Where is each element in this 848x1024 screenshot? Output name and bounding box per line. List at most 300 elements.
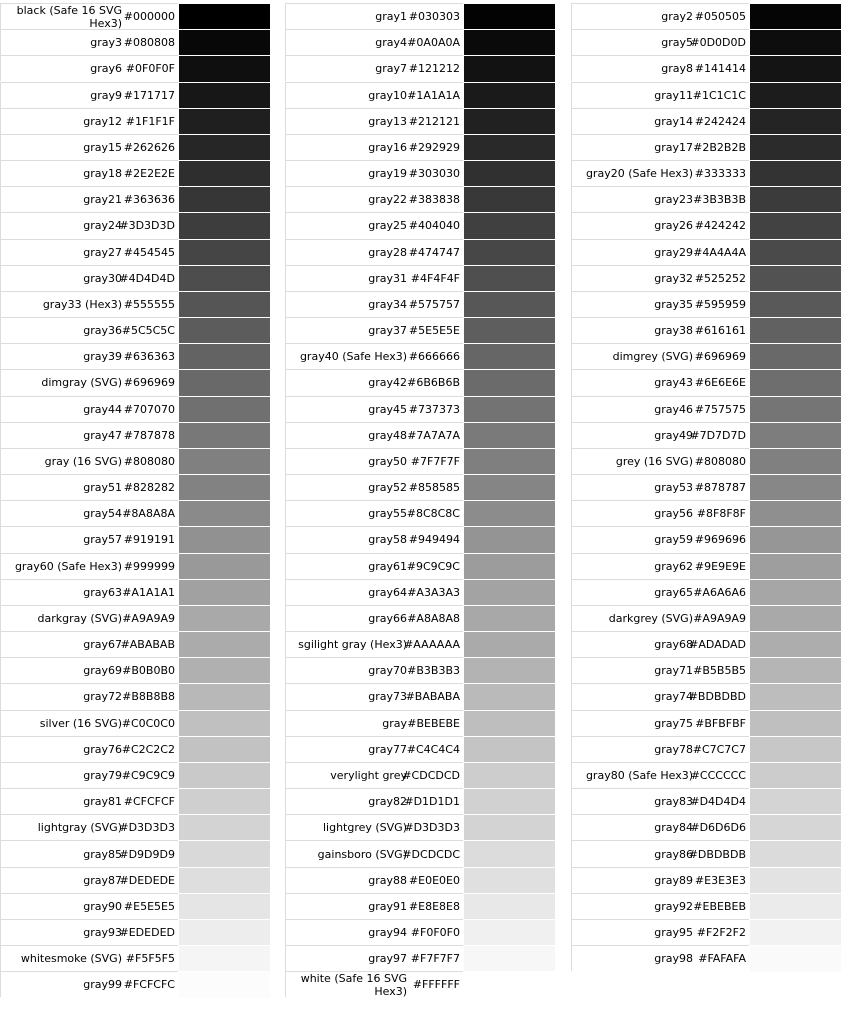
color-hex: #D1D1D1 (407, 788, 463, 814)
color-name: gray47 (0, 422, 122, 448)
color-hex: #7D7D7D (693, 422, 749, 448)
color-name: gray53 (571, 474, 693, 500)
color-hex: #6E6E6E (693, 369, 749, 395)
color-swatch (749, 526, 841, 553)
color-hex: #757575 (693, 396, 749, 422)
color-swatch (463, 448, 555, 475)
color-hex: #CCCCCC (693, 762, 749, 788)
color-hex: #A9A9A9 (122, 605, 178, 631)
color-name: gray (16 SVG) (0, 448, 122, 474)
color-swatch (749, 683, 841, 710)
color-swatch (178, 683, 270, 710)
color-name: darkgrey (SVG) (571, 605, 693, 631)
color-hex: #FCFCFC (122, 971, 178, 997)
color-swatch (749, 317, 841, 344)
color-swatch (178, 422, 270, 449)
color-hex: #D9D9D9 (122, 840, 178, 866)
color-swatch (178, 657, 270, 684)
color-name: gray71 (571, 657, 693, 683)
color-swatch (178, 265, 270, 292)
color-name: gray4 (285, 29, 407, 55)
color-name: gray42 (285, 369, 407, 395)
color-name: dimgrey (SVG) (571, 343, 693, 369)
color-swatch (463, 631, 555, 658)
color-name: gray92 (571, 893, 693, 919)
color-swatch (463, 422, 555, 449)
color-name: gray25 (285, 212, 407, 238)
color-swatch (749, 867, 841, 894)
color-swatch (749, 553, 841, 580)
color-name: grey (16 SVG) (571, 448, 693, 474)
color-swatch (463, 762, 555, 789)
color-swatch (463, 867, 555, 894)
color-name: gray98 (571, 945, 693, 971)
color-hex: #454545 (122, 239, 178, 265)
color-name: sgilight gray (Hex3) (285, 631, 407, 657)
color-name: gray55 (285, 500, 407, 526)
color-swatch (463, 683, 555, 710)
color-name: verylight grey (285, 762, 407, 788)
color-name: gray52 (285, 474, 407, 500)
color-hex: #EBEBEB (693, 893, 749, 919)
color-swatch (749, 448, 841, 475)
color-swatch (178, 212, 270, 239)
color-hex: #A8A8A8 (407, 605, 463, 631)
color-name: gray32 (571, 265, 693, 291)
color-swatch (463, 108, 555, 135)
color-swatch (178, 631, 270, 658)
color-hex: #C2C2C2 (122, 736, 178, 762)
color-hex: #262626 (122, 134, 178, 160)
color-hex: #707070 (122, 396, 178, 422)
color-hex: #969696 (693, 526, 749, 552)
color-swatch (463, 553, 555, 580)
color-hex: #1A1A1A (407, 82, 463, 108)
color-name: gray81 (0, 788, 122, 814)
color-swatch (178, 736, 270, 763)
color-swatch (178, 55, 270, 82)
color-hex: #696969 (693, 343, 749, 369)
color-name: gray36 (0, 317, 122, 343)
color-swatch (178, 500, 270, 527)
color-name: gray56 (571, 500, 693, 526)
color-hex: #121212 (407, 55, 463, 81)
color-swatch (178, 579, 270, 606)
color-name: darkgray (SVG) (0, 605, 122, 631)
color-swatch (749, 396, 841, 423)
color-hex: #FAFAFA (693, 945, 749, 971)
color-swatch (749, 788, 841, 815)
color-hex: #C0C0C0 (122, 710, 178, 736)
color-swatch (178, 3, 270, 30)
color-swatch (178, 553, 270, 580)
color-swatch (463, 788, 555, 815)
color-name: gray44 (0, 396, 122, 422)
color-hex: #050505 (693, 3, 749, 29)
color-name: gray14 (571, 108, 693, 134)
color-name: gray22 (285, 186, 407, 212)
color-hex: #CFCFCF (122, 788, 178, 814)
color-name: gray34 (285, 291, 407, 317)
color-swatch (178, 317, 270, 344)
color-hex: #424242 (693, 212, 749, 238)
color-hex: #636363 (122, 343, 178, 369)
color-name: gray88 (285, 867, 407, 893)
color-swatch (178, 526, 270, 553)
color-name: gray99 (0, 971, 122, 997)
color-name: gray91 (285, 893, 407, 919)
color-hex: #0D0D0D (693, 29, 749, 55)
color-hex: #D3D3D3 (122, 814, 178, 840)
color-hex: #FFFFFF (407, 971, 463, 997)
color-hex: #E0E0E0 (407, 867, 463, 893)
color-swatch (178, 396, 270, 423)
color-hex: #AAAAAA (407, 631, 463, 657)
color-name: gray74 (571, 683, 693, 709)
color-name: gray69 (0, 657, 122, 683)
color-name: gray40 (Safe Hex3) (285, 343, 407, 369)
color-name: gray15 (0, 134, 122, 160)
color-name: gray61 (285, 553, 407, 579)
color-name: gray13 (285, 108, 407, 134)
color-hex: #E8E8E8 (407, 893, 463, 919)
color-name: gray20 (Safe Hex3) (571, 160, 693, 186)
color-name: gray70 (285, 657, 407, 683)
color-name: silver (16 SVG) (0, 710, 122, 736)
color-hex: #DCDCDC (407, 840, 463, 866)
color-swatch (463, 3, 555, 30)
color-hex: #575757 (407, 291, 463, 317)
color-hex: #030303 (407, 3, 463, 29)
color-name: gray43 (571, 369, 693, 395)
color-hex: #8F8F8F (693, 500, 749, 526)
color-swatch (178, 82, 270, 109)
color-swatch (749, 474, 841, 501)
color-hex: #7F7F7F (407, 448, 463, 474)
color-name: gray35 (571, 291, 693, 317)
color-hex: #4A4A4A (693, 239, 749, 265)
color-name: gray38 (571, 317, 693, 343)
color-hex: #6B6B6B (407, 369, 463, 395)
color-swatch (749, 814, 841, 841)
color-hex: #595959 (693, 291, 749, 317)
color-hex: #3B3B3B (693, 186, 749, 212)
color-swatch (178, 448, 270, 475)
color-name: gray95 (571, 919, 693, 945)
color-name: gray62 (571, 553, 693, 579)
color-swatch (463, 265, 555, 292)
color-swatch (749, 919, 841, 946)
color-swatch (463, 579, 555, 606)
color-hex: #DEDEDE (122, 867, 178, 893)
color-swatch (178, 239, 270, 266)
color-swatch (178, 945, 270, 972)
color-name: gray48 (285, 422, 407, 448)
color-name: gray31 (285, 265, 407, 291)
color-hex: #A9A9A9 (693, 605, 749, 631)
color-name: gray59 (571, 526, 693, 552)
color-swatch (463, 134, 555, 161)
color-hex: #3D3D3D (122, 212, 178, 238)
color-swatch (463, 657, 555, 684)
color-swatch (463, 840, 555, 867)
color-name: gray19 (285, 160, 407, 186)
color-hex: #141414 (693, 55, 749, 81)
color-name: gray49 (571, 422, 693, 448)
color-name: gray46 (571, 396, 693, 422)
color-swatch (749, 291, 841, 318)
color-name: gray86 (571, 840, 693, 866)
color-hex: #1F1F1F (122, 108, 178, 134)
color-hex: #737373 (407, 396, 463, 422)
color-name: gray80 (Safe Hex3) (571, 762, 693, 788)
color-swatch (178, 291, 270, 318)
color-swatch (463, 971, 555, 998)
color-hex: #C4C4C4 (407, 736, 463, 762)
color-name: gray3 (0, 29, 122, 55)
color-name: gray6 (0, 55, 122, 81)
color-name: gray39 (0, 343, 122, 369)
color-name: gray73 (285, 683, 407, 709)
color-swatch (178, 369, 270, 396)
color-hex: #242424 (693, 108, 749, 134)
color-name: white (Safe 16 SVG Hex3) (285, 971, 407, 997)
color-swatch (178, 605, 270, 632)
color-swatch (463, 317, 555, 344)
color-name: gray87 (0, 867, 122, 893)
color-hex: #B3B3B3 (407, 657, 463, 683)
color-swatch (178, 186, 270, 213)
color-hex: #B5B5B5 (693, 657, 749, 683)
color-name: gray51 (0, 474, 122, 500)
color-name: lightgray (SVG) (0, 814, 122, 840)
color-swatch (178, 710, 270, 737)
color-hex: #808080 (693, 448, 749, 474)
color-hex: #4F4F4F (407, 265, 463, 291)
color-hex: #F0F0F0 (407, 919, 463, 945)
color-hex: #858585 (407, 474, 463, 500)
color-swatch (749, 212, 841, 239)
color-hex: #949494 (407, 526, 463, 552)
color-name: gray12 (0, 108, 122, 134)
color-name: gray37 (285, 317, 407, 343)
color-name: gray93 (0, 919, 122, 945)
color-hex: #404040 (407, 212, 463, 238)
color-name: gray64 (285, 579, 407, 605)
color-name: gray17 (571, 134, 693, 160)
color-hex: #474747 (407, 239, 463, 265)
color-swatch (463, 291, 555, 318)
color-hex: #333333 (693, 160, 749, 186)
color-name: gray1 (285, 3, 407, 29)
color-hex: #7A7A7A (407, 422, 463, 448)
color-hex: #878787 (693, 474, 749, 500)
color-name: gray84 (571, 814, 693, 840)
color-name: gray18 (0, 160, 122, 186)
color-swatch (178, 867, 270, 894)
color-name: gray5 (571, 29, 693, 55)
color-hex: #A6A6A6 (693, 579, 749, 605)
color-hex: #BEBEBE (407, 710, 463, 736)
color-name: gray83 (571, 788, 693, 814)
color-hex: #080808 (122, 29, 178, 55)
color-name: gray10 (285, 82, 407, 108)
color-swatch (178, 788, 270, 815)
color-name: gray67 (0, 631, 122, 657)
color-hex: #828282 (122, 474, 178, 500)
color-swatch (463, 369, 555, 396)
color-swatch (178, 343, 270, 370)
color-swatch (463, 919, 555, 946)
color-name: gray79 (0, 762, 122, 788)
color-name: gray78 (571, 736, 693, 762)
color-swatch (463, 710, 555, 737)
color-name: gray23 (571, 186, 693, 212)
color-name: whitesmoke (SVG) (0, 945, 122, 971)
color-name: gray82 (285, 788, 407, 814)
color-swatch (463, 500, 555, 527)
color-hex: #DBDBDB (693, 840, 749, 866)
color-hex: #171717 (122, 82, 178, 108)
color-swatch (463, 29, 555, 56)
color-name: gray50 (285, 448, 407, 474)
color-hex: #C7C7C7 (693, 736, 749, 762)
color-hex: #292929 (407, 134, 463, 160)
color-hex: #616161 (693, 317, 749, 343)
color-hex: #5E5E5E (407, 317, 463, 343)
color-hex: #ABABAB (122, 631, 178, 657)
color-name: gray24 (0, 212, 122, 238)
color-hex: #525252 (693, 265, 749, 291)
color-hex: #BABABA (407, 683, 463, 709)
color-hex: #D3D3D3 (407, 814, 463, 840)
color-swatch (463, 736, 555, 763)
color-name: gainsboro (SVG) (285, 840, 407, 866)
color-swatch (463, 160, 555, 187)
color-swatch (749, 239, 841, 266)
color-hex: #8C8C8C (407, 500, 463, 526)
color-name: gray85 (0, 840, 122, 866)
color-swatch (463, 605, 555, 632)
color-hex: #F7F7F7 (407, 945, 463, 971)
color-name: gray2 (571, 3, 693, 29)
color-swatch (463, 212, 555, 239)
color-hex: #BFBFBF (693, 710, 749, 736)
color-hex: #A1A1A1 (122, 579, 178, 605)
color-name: gray94 (285, 919, 407, 945)
color-name: gray45 (285, 396, 407, 422)
color-name: gray72 (0, 683, 122, 709)
color-hex: #0A0A0A (407, 29, 463, 55)
color-hex: #E5E5E5 (122, 893, 178, 919)
color-hex: #5C5C5C (122, 317, 178, 343)
color-hex: #4D4D4D (122, 265, 178, 291)
color-swatch (178, 762, 270, 789)
color-hex: #E3E3E3 (693, 867, 749, 893)
color-hex: #808080 (122, 448, 178, 474)
color-name: gray26 (571, 212, 693, 238)
color-name: gray11 (571, 82, 693, 108)
color-hex: #0F0F0F (122, 55, 178, 81)
color-name: gray (285, 710, 407, 736)
color-swatch (749, 893, 841, 920)
color-swatch (463, 474, 555, 501)
color-hex: #F2F2F2 (693, 919, 749, 945)
color-swatch (749, 343, 841, 370)
color-swatch (463, 239, 555, 266)
color-swatch (749, 265, 841, 292)
color-name: gray57 (0, 526, 122, 552)
color-swatch (178, 814, 270, 841)
color-swatch (749, 657, 841, 684)
color-swatch (178, 893, 270, 920)
color-hex: #696969 (122, 369, 178, 395)
color-hex: #A3A3A3 (407, 579, 463, 605)
color-name: gray9 (0, 82, 122, 108)
color-swatch (749, 160, 841, 187)
color-name: gray97 (285, 945, 407, 971)
color-swatch (749, 108, 841, 135)
color-name: gray16 (285, 134, 407, 160)
color-swatch (749, 369, 841, 396)
color-name: gray90 (0, 893, 122, 919)
color-name: gray76 (0, 736, 122, 762)
color-hex: #999999 (122, 553, 178, 579)
color-name: gray30 (0, 265, 122, 291)
color-hex: #9E9E9E (693, 553, 749, 579)
color-name: gray58 (285, 526, 407, 552)
color-hex: #8A8A8A (122, 500, 178, 526)
color-swatch (749, 55, 841, 82)
color-swatch (463, 343, 555, 370)
color-swatch (749, 945, 841, 972)
color-name: gray54 (0, 500, 122, 526)
color-name: gray60 (Safe Hex3) (0, 553, 122, 579)
color-hex: #BDBDBD (693, 683, 749, 709)
color-swatch (178, 160, 270, 187)
color-swatch (178, 134, 270, 161)
color-name: gray7 (285, 55, 407, 81)
color-name: gray29 (571, 239, 693, 265)
color-hex: #666666 (407, 343, 463, 369)
color-name: gray75 (571, 710, 693, 736)
color-hex: #9C9C9C (407, 553, 463, 579)
color-name: black (Safe 16 SVG Hex3) (0, 3, 122, 29)
color-name: gray21 (0, 186, 122, 212)
color-hex: #ADADAD (693, 631, 749, 657)
color-swatch (749, 422, 841, 449)
color-name: dimgray (SVG) (0, 369, 122, 395)
color-hex: #D4D4D4 (693, 788, 749, 814)
color-swatch (749, 29, 841, 56)
color-hex: #2E2E2E (122, 160, 178, 186)
color-name: gray68 (571, 631, 693, 657)
color-name: lightgrey (SVG) (285, 814, 407, 840)
color-swatch (463, 186, 555, 213)
color-hex: #B0B0B0 (122, 657, 178, 683)
color-swatch (749, 500, 841, 527)
color-swatch (463, 396, 555, 423)
color-hex: #919191 (122, 526, 178, 552)
color-name: gray33 (Hex3) (0, 291, 122, 317)
color-hex: #F5F5F5 (122, 945, 178, 971)
color-swatch (463, 814, 555, 841)
color-name: gray27 (0, 239, 122, 265)
color-swatch (749, 3, 841, 30)
color-swatch (749, 134, 841, 161)
color-swatch (178, 971, 270, 998)
color-hex: #303030 (407, 160, 463, 186)
